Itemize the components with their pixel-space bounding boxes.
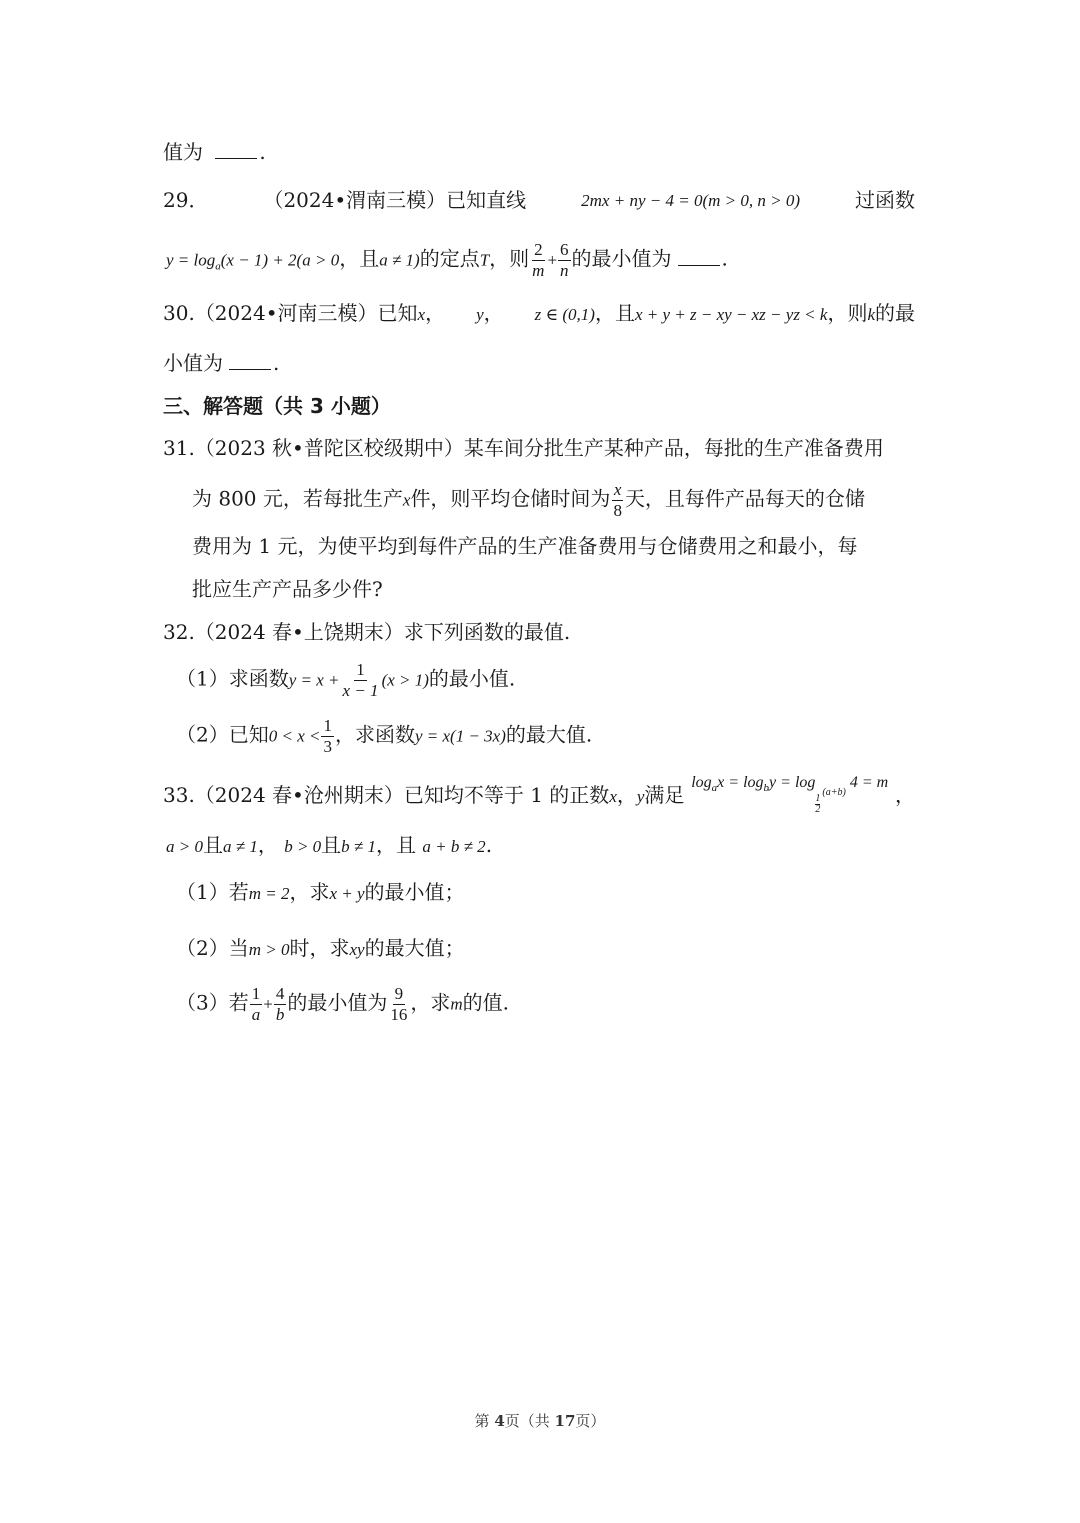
q30-line1: 30.（2024•河南三模）已知x， y， z ∈ (0,1)，且x + y + z − xy − xz − yz < k，则k的最 — [163, 301, 915, 325]
fraction: $\frac{1}{x - 1}$ — [342, 660, 379, 700]
q32-part1: （1）求函数y = x + $\frac{1}{x - 1}$ (x > 1)的最小值. — [176, 660, 516, 700]
q30-line2: 小值为 . — [163, 351, 280, 375]
fraction: $\frac{6}{n}$ — [560, 240, 569, 280]
page-footer: 第 4页（共 17页） — [474, 1412, 606, 1430]
q31-line2: 为 800 元，若每批生产x件，则平均仓储时间为 $\frac{x}{8}$ 天，且每件产品每天的仓储 — [192, 480, 865, 520]
q28-tail: 值为 . — [163, 140, 266, 164]
log-base: $\frac{1}{2}$ — [815, 793, 821, 815]
q33-part2: （2）当m > 0时，求xy的最大值； — [176, 936, 465, 960]
answer-blank — [229, 355, 271, 370]
fraction: $\frac{1}{3}$ — [323, 716, 332, 756]
q32-line1: 32.（2024 春•上饶期末）求下列函数的最值. — [163, 620, 571, 644]
fraction: $\frac{1}{a}$ — [251, 984, 261, 1024]
fraction: $\frac{4}{b}$ — [275, 984, 285, 1024]
q29-line1: 29． （2024•渭南三模）已知直线 2mx + ny − 4 = 0(m > 0, n > 0) 过函数 — [163, 188, 915, 212]
q32-part2: （2）已知0 < x < $\frac{1}{3}$ ，求函数y = x(1 − 3x)的最大值. — [176, 716, 593, 756]
q29-line2: $y = \log_a(x - 1) + 2(a > 0$，且a ≠ 1)的定点T，则 $\frac{2}{m}$ + $\frac{6}{n}$ 的最小值为 . — [166, 240, 728, 280]
q31-line1: 31.（2023 秋•普陀区校级期中）某车间分批生产某种产品，每批的生产准备费用 — [163, 436, 884, 460]
fraction: $\frac{x}{8}$ — [613, 480, 622, 520]
fraction: $\frac{2}{m}$ — [532, 240, 545, 280]
answer-blank — [215, 144, 257, 159]
q31-line3: 费用为 1 元，为使平均到每件产品的生产准备费用与仓储费用之和最小，每 — [192, 534, 858, 558]
q33-line1: 33.（2024 春•沧州期末）已知均不等于 1 的正数x，y满足 $\log_ax = \log_by = \log$ $\frac{1}{2}$ $_{(a+b)}$ 4 = m ， — [163, 774, 915, 815]
answer-blank — [678, 251, 720, 266]
fraction: $\frac{9}{16}$ — [390, 984, 408, 1024]
q33-part3: （3）若 $\frac{1}{a}$ + $\frac{4}{b}$ 的最小值为 $\frac{9}{16}$ ，求m的值. — [176, 984, 509, 1024]
q31-line4: 批应生产产品多少件? — [192, 577, 383, 601]
q33-line2: a > 0且a ≠ 1， b > 0且b ≠ 1，且 a + b ≠ 2. — [166, 833, 493, 857]
q33-part1: （1）若m = 2，求x + y的最小值； — [176, 880, 465, 904]
section-title: 三、解答题（共 3 小题） — [163, 394, 391, 418]
